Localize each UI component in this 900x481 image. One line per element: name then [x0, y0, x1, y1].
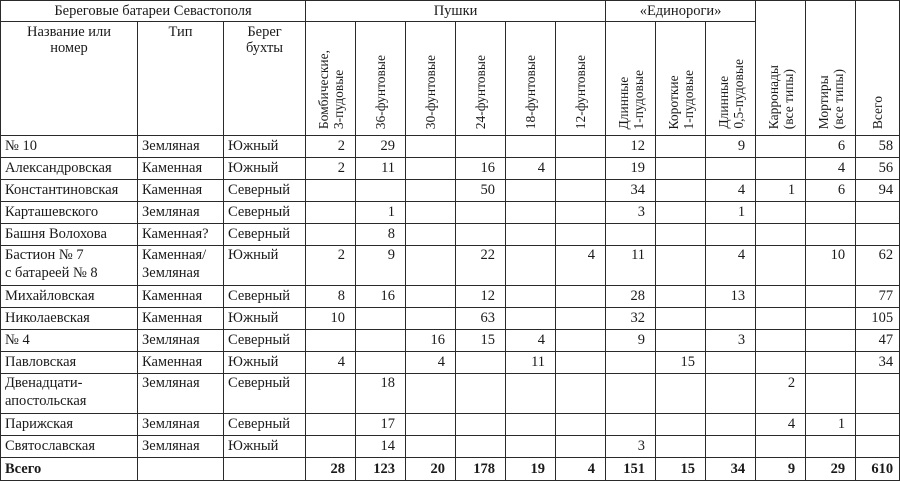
value-cell: [406, 374, 456, 414]
battery-type-cell: Земляная: [138, 136, 224, 158]
battery-name-cell: Карташевского: [1, 202, 138, 224]
value-cell: 1: [756, 180, 806, 202]
value-cell: 11: [606, 246, 656, 286]
value-cell: [706, 414, 756, 436]
battery-type-cell: Земляная: [138, 414, 224, 436]
value-cell: [406, 224, 456, 246]
value-cell: 18: [356, 374, 406, 414]
value-cell: 11: [356, 158, 406, 180]
value-cell: [306, 202, 356, 224]
value-cell: [306, 224, 356, 246]
value-cell: 8: [306, 286, 356, 308]
battery-shore-cell: Северный: [224, 286, 306, 308]
battery-name-cell: Святославская: [1, 436, 138, 458]
value-cell: 22: [456, 246, 506, 286]
value-cell: [406, 286, 456, 308]
battery-type-cell: Каменная: [138, 180, 224, 202]
value-cell: [306, 180, 356, 202]
value-cell: [556, 436, 606, 458]
value-cell: 6: [806, 180, 856, 202]
battery-name-cell: Александровская: [1, 158, 138, 180]
value-cell: [656, 414, 706, 436]
value-cell: 58: [856, 136, 900, 158]
table-row: [1, 246, 900, 286]
value-cell: 56: [856, 158, 900, 180]
value-cell: 16: [406, 330, 456, 352]
value-cell: [656, 202, 706, 224]
value-cell: [406, 180, 456, 202]
value-cell: [856, 202, 900, 224]
col-header-36lb: 36-фунтовые: [356, 22, 406, 136]
battery-shore-cell: Северный: [224, 414, 306, 436]
table-body: [1, 136, 900, 481]
total-value-cell: 29: [806, 458, 856, 481]
value-cell: 4: [306, 352, 356, 374]
value-cell: [656, 374, 706, 414]
value-cell: [556, 414, 606, 436]
value-cell: 10: [806, 246, 856, 286]
value-cell: [556, 202, 606, 224]
value-cell: [806, 308, 856, 330]
value-cell: 4: [706, 180, 756, 202]
col-header-18lb: 18-фунтовые: [506, 22, 556, 136]
total-value-cell: 610: [856, 458, 900, 481]
battery-shore-cell: Южный: [224, 436, 306, 458]
col-header-name: Название или номер: [1, 22, 138, 136]
value-cell: [306, 374, 356, 414]
battery-type-cell: Земляная: [138, 330, 224, 352]
table-row: [1, 308, 900, 330]
table-row: [1, 374, 900, 414]
value-cell: [656, 158, 706, 180]
battery-shore-cell: Северный: [224, 224, 306, 246]
value-cell: [456, 352, 506, 374]
total-value-cell: 178: [456, 458, 506, 481]
value-cell: [506, 246, 556, 286]
table-row: [1, 414, 900, 436]
value-cell: 34: [856, 352, 900, 374]
value-cell: 34: [606, 180, 656, 202]
battery-shore-cell: Южный: [224, 246, 306, 286]
battery-shore-cell: Южный: [224, 136, 306, 158]
value-cell: 4: [756, 414, 806, 436]
totals-row: [1, 458, 900, 481]
table-row: [1, 286, 900, 308]
total-value-cell: 20: [406, 458, 456, 481]
col-header-carronades: Карронады (все типы): [756, 1, 806, 136]
value-cell: 8: [356, 224, 406, 246]
value-cell: [756, 330, 806, 352]
value-cell: 17: [356, 414, 406, 436]
table-row: [1, 202, 900, 224]
value-cell: 63: [456, 308, 506, 330]
totals-empty-cell: [138, 458, 224, 481]
value-cell: [856, 436, 900, 458]
value-cell: [356, 180, 406, 202]
total-value-cell: 19: [506, 458, 556, 481]
battery-type-cell: Каменная: [138, 308, 224, 330]
table-row: [1, 158, 900, 180]
battery-shore-cell: Северный: [224, 374, 306, 414]
battery-type-cell: Каменная: [138, 352, 224, 374]
value-cell: 77: [856, 286, 900, 308]
value-cell: 3: [606, 202, 656, 224]
total-value-cell: 34: [706, 458, 756, 481]
table-row: [1, 224, 900, 246]
value-cell: [706, 374, 756, 414]
value-cell: 9: [606, 330, 656, 352]
value-cell: [506, 308, 556, 330]
value-cell: [756, 202, 806, 224]
battery-name-cell: Константиновская: [1, 180, 138, 202]
value-cell: 14: [356, 436, 406, 458]
value-cell: [856, 374, 900, 414]
value-cell: 94: [856, 180, 900, 202]
value-cell: [656, 224, 706, 246]
col-header-12lb: 12-фунтовые: [556, 22, 606, 136]
value-cell: [506, 224, 556, 246]
value-cell: [656, 180, 706, 202]
total-value-cell: 151: [606, 458, 656, 481]
battery-shore-cell: Северный: [224, 202, 306, 224]
value-cell: [406, 136, 456, 158]
value-cell: 4: [506, 330, 556, 352]
batteries-group-header: Береговые батареи Севастополя: [1, 1, 306, 22]
col-header-type: Тип: [138, 22, 224, 136]
value-cell: [406, 246, 456, 286]
battery-name-cell: Двенадцати- апостольская: [1, 374, 138, 414]
battery-shore-cell: Северный: [224, 330, 306, 352]
value-cell: 10: [306, 308, 356, 330]
total-value-cell: 15: [656, 458, 706, 481]
battery-name-cell: Парижская: [1, 414, 138, 436]
value-cell: 4: [406, 352, 456, 374]
value-cell: [806, 436, 856, 458]
value-cell: 16: [456, 158, 506, 180]
battery-type-cell: Каменная/ Земляная: [138, 246, 224, 286]
value-cell: 15: [656, 352, 706, 374]
table-row: [1, 180, 900, 202]
col-header-24lb: 24-фунтовые: [456, 22, 506, 136]
table-row: [1, 136, 900, 158]
value-cell: [756, 136, 806, 158]
value-cell: 4: [556, 246, 606, 286]
value-cell: [806, 352, 856, 374]
value-cell: 105: [856, 308, 900, 330]
unicorns-group-header: «Единороги»: [606, 1, 756, 22]
total-value-cell: 28: [306, 458, 356, 481]
value-cell: 2: [756, 374, 806, 414]
value-cell: [806, 224, 856, 246]
col-header-short-1pud: Короткие 1-пудовые: [656, 22, 706, 136]
value-cell: [756, 308, 806, 330]
value-cell: 13: [706, 286, 756, 308]
table-row: [1, 436, 900, 458]
value-cell: [456, 224, 506, 246]
value-cell: [406, 436, 456, 458]
value-cell: [806, 330, 856, 352]
value-cell: [756, 286, 806, 308]
col-header-shore: Берег бухты: [224, 22, 306, 136]
value-cell: 11: [506, 352, 556, 374]
value-cell: [756, 352, 806, 374]
value-cell: [556, 136, 606, 158]
totals-label: Всего: [1, 458, 138, 481]
value-cell: 47: [856, 330, 900, 352]
value-cell: 3: [606, 436, 656, 458]
value-cell: 16: [356, 286, 406, 308]
battery-shore-cell: Южный: [224, 308, 306, 330]
value-cell: [456, 202, 506, 224]
value-cell: [406, 158, 456, 180]
value-cell: [556, 286, 606, 308]
col-header-long-half-pud: Длинные 0,5-пудовые: [706, 22, 756, 136]
value-cell: [356, 308, 406, 330]
total-value-cell: 123: [356, 458, 406, 481]
battery-name-cell: Николаевская: [1, 308, 138, 330]
value-cell: [606, 224, 656, 246]
battery-type-cell: Каменная?: [138, 224, 224, 246]
value-cell: 4: [506, 158, 556, 180]
value-cell: 2: [306, 158, 356, 180]
value-cell: [456, 136, 506, 158]
value-cell: 4: [806, 158, 856, 180]
value-cell: 28: [606, 286, 656, 308]
value-cell: [506, 436, 556, 458]
battery-type-cell: Земляная: [138, 202, 224, 224]
value-cell: 15: [456, 330, 506, 352]
value-cell: 12: [606, 136, 656, 158]
battery-type-cell: Земляная: [138, 436, 224, 458]
value-cell: 1: [706, 202, 756, 224]
battery-name-cell: № 4: [1, 330, 138, 352]
value-cell: [456, 374, 506, 414]
value-cell: [356, 352, 406, 374]
totals-empty-cell: [224, 458, 306, 481]
value-cell: [556, 180, 606, 202]
battery-type-cell: Каменная: [138, 158, 224, 180]
battery-name-cell: Павловская: [1, 352, 138, 374]
value-cell: [806, 202, 856, 224]
value-cell: [406, 414, 456, 436]
value-cell: [306, 436, 356, 458]
value-cell: [506, 202, 556, 224]
battery-shore-cell: Южный: [224, 158, 306, 180]
value-cell: [556, 158, 606, 180]
value-cell: 50: [456, 180, 506, 202]
total-value-cell: 9: [756, 458, 806, 481]
value-cell: [856, 414, 900, 436]
value-cell: [656, 286, 706, 308]
battery-type-cell: Каменная: [138, 286, 224, 308]
value-cell: 4: [706, 246, 756, 286]
value-cell: [706, 436, 756, 458]
total-value-cell: 4: [556, 458, 606, 481]
col-header-30lb: 30-фунтовые: [406, 22, 456, 136]
value-cell: 6: [806, 136, 856, 158]
value-cell: [756, 436, 806, 458]
value-cell: 2: [306, 246, 356, 286]
col-header-mortars: Мортиры (все типы): [806, 1, 856, 136]
value-cell: [406, 308, 456, 330]
value-cell: [556, 374, 606, 414]
value-cell: [856, 224, 900, 246]
value-cell: [456, 414, 506, 436]
value-cell: 2: [306, 136, 356, 158]
battery-name-cell: Башня Волохова: [1, 224, 138, 246]
value-cell: [706, 352, 756, 374]
value-cell: 62: [856, 246, 900, 286]
value-cell: 1: [806, 414, 856, 436]
value-cell: [756, 224, 806, 246]
table-row: [1, 352, 900, 374]
value-cell: [356, 330, 406, 352]
value-cell: 29: [356, 136, 406, 158]
value-cell: 9: [356, 246, 406, 286]
value-cell: [656, 330, 706, 352]
value-cell: 32: [606, 308, 656, 330]
value-cell: [656, 308, 706, 330]
value-cell: [656, 436, 706, 458]
battery-shore-cell: Южный: [224, 352, 306, 374]
guns-group-header: Пушки: [306, 1, 606, 22]
battery-type-cell: Земляная: [138, 374, 224, 414]
value-cell: [506, 286, 556, 308]
value-cell: [656, 136, 706, 158]
value-cell: [756, 246, 806, 286]
battery-name-cell: № 10: [1, 136, 138, 158]
col-header-bomb: Бомбические, 3-пудовые: [306, 22, 356, 136]
value-cell: [756, 158, 806, 180]
value-cell: [306, 414, 356, 436]
value-cell: [656, 246, 706, 286]
value-cell: 1: [356, 202, 406, 224]
value-cell: [606, 414, 656, 436]
battery-name-cell: Бастион № 7 с батареей № 8: [1, 246, 138, 286]
value-cell: 19: [606, 158, 656, 180]
value-cell: [706, 308, 756, 330]
value-cell: 9: [706, 136, 756, 158]
value-cell: [556, 352, 606, 374]
value-cell: [556, 308, 606, 330]
value-cell: [706, 224, 756, 246]
value-cell: [556, 330, 606, 352]
value-cell: [506, 180, 556, 202]
col-header-long-1pud: Длинные 1-пудовые: [606, 22, 656, 136]
value-cell: [406, 202, 456, 224]
value-cell: 12: [456, 286, 506, 308]
battery-name-cell: Михайловская: [1, 286, 138, 308]
value-cell: [556, 224, 606, 246]
value-cell: [606, 374, 656, 414]
value-cell: [506, 136, 556, 158]
battery-shore-cell: Северный: [224, 180, 306, 202]
value-cell: [306, 330, 356, 352]
col-header-total: Всего: [856, 1, 900, 136]
table-row: [1, 330, 900, 352]
value-cell: 3: [706, 330, 756, 352]
value-cell: [806, 374, 856, 414]
value-cell: [506, 414, 556, 436]
value-cell: [606, 352, 656, 374]
value-cell: [706, 158, 756, 180]
value-cell: [806, 286, 856, 308]
value-cell: [456, 436, 506, 458]
value-cell: [506, 374, 556, 414]
